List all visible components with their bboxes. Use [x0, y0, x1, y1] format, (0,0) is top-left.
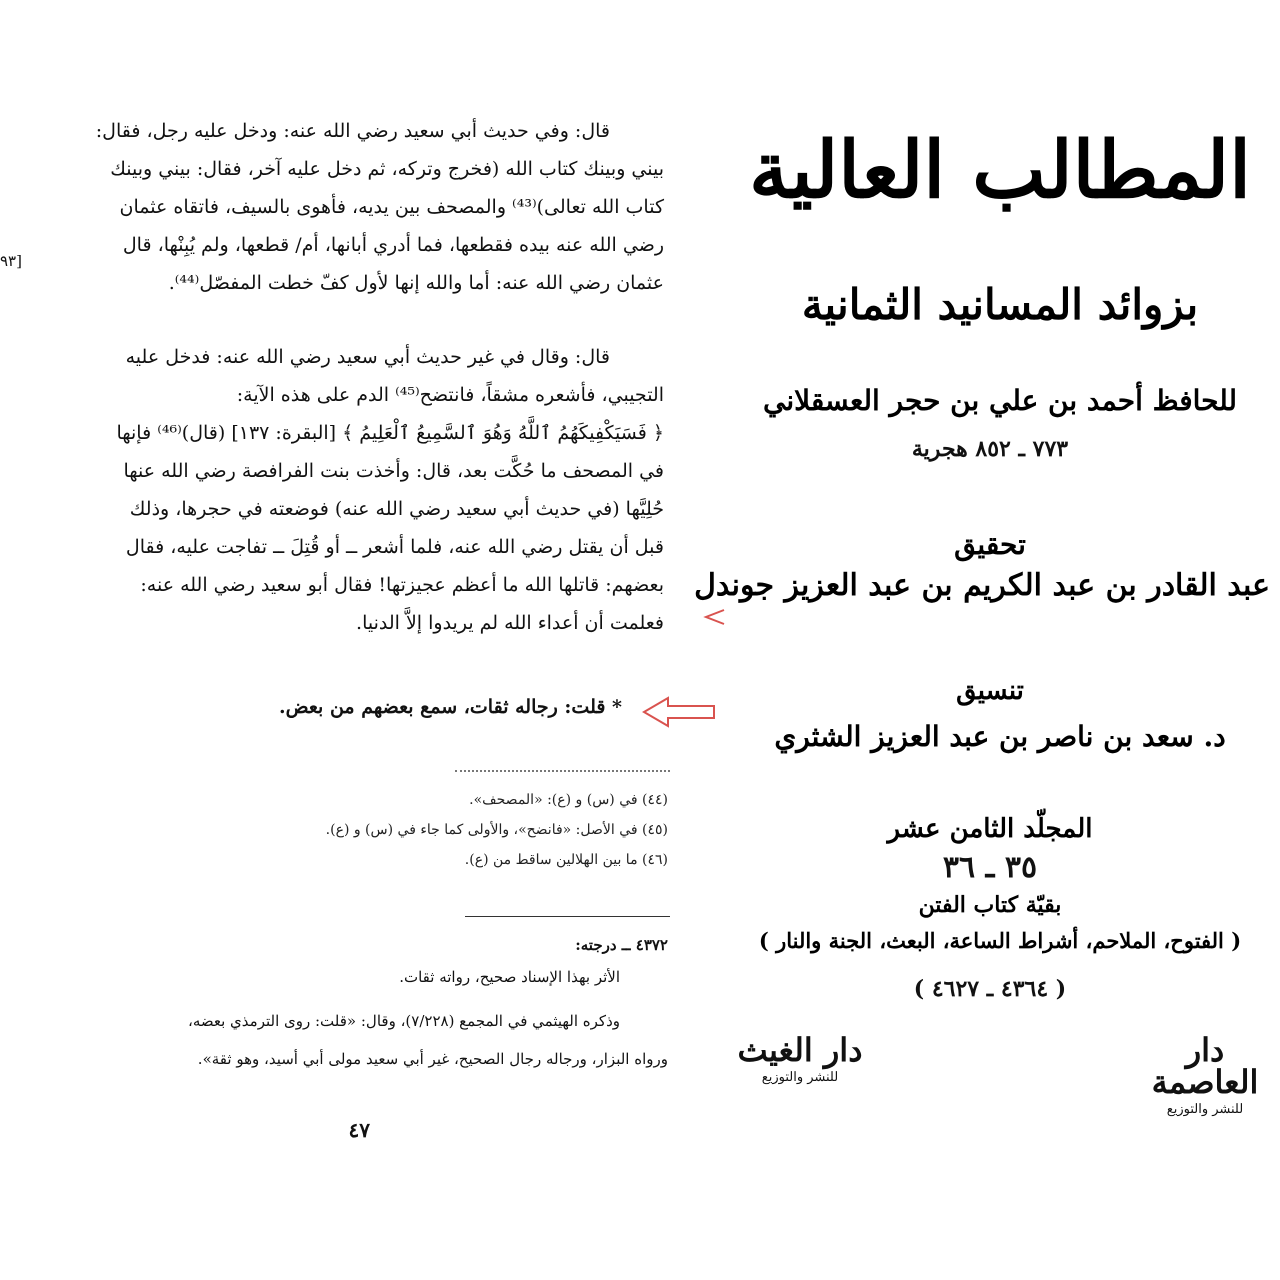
section-rule [465, 916, 670, 917]
remainder-label: بقيّة كتاب الفتن [918, 892, 1062, 918]
publisher-left-sub: للنشر والتوزيع [761, 1070, 839, 1085]
grade-heading: ٤٣٧٢ ــ درجته: [575, 936, 668, 954]
book-subtitle: بزوائد المسانيد الثمانية [801, 280, 1199, 329]
volume-label: المجلّد الثامن عشر [887, 814, 1093, 844]
paragraph2-line-2: التجيبي، فأشعره مشقاً، فانتضح⁽⁴⁵⁾ الدم على هذه الآية: [236, 384, 664, 406]
note-line: * قلت: رجاله ثقات، سمع بعضهم من بعض. [278, 696, 622, 718]
footnote-46: (٤٦) ما بين الهلالين ساقط من (ع). [464, 852, 668, 868]
paragraph1-line-2: بيني وبينك كتاب الله (فخرج وتركه، ثم دخل عليه آخر، فقال: بيني وبينك [110, 158, 664, 180]
paragraph1-line-3: كتاب الله تعالى)⁽⁴³⁾ والمصحف بين يديه، فأهوى بالسيف، فاتقاه عثمان [119, 196, 664, 218]
paragraph1-line-4: رضي الله عنه بيده فقطعها، فما أدري أبانها، أم/ قطعها، ولم يُبِنْها، قال [122, 234, 664, 256]
paragraph2-line-4: في المصحف ما حُكَّت بعد، قال: وأخذت بنت الفرافصة رضي الله عنها [123, 460, 664, 482]
publisher-right-sub: للنشر والتوزيع [1166, 1102, 1244, 1117]
grade-line-2: وذكره الهيثمي في المجمع (٧/٢٢٨)، وقال: «قلت: روى الترمذي بعضه، [187, 1012, 620, 1030]
paragraph2-line-5: حُلِيَّها (في حديث أبي سعيد رضي الله عنه) فوضعته في حجرها، وذلك [129, 498, 664, 520]
volume-numbers: ٣٥ ـ ٣٦ [942, 850, 1038, 885]
paragraph2-line-1: قال: وقال في غير حديث أبي سعيد رضي الله عنه: فدخل عليه [125, 346, 610, 368]
publisher-left-logo [720, 1031, 880, 1085]
paragraph2-line-8: فعلمت أن أعداء الله لم يريدوا إلاَّ الدنيا. [356, 612, 664, 634]
book-title: المطالب العالية [749, 125, 1251, 216]
editor-name: عبد القادر بن عبد الكريم بن عبد العزيز جوندل [694, 568, 1270, 603]
publisher-right-logo [1130, 1031, 1280, 1117]
paragraph1-line-1: قال: وفي حديث أبي سعيد رضي الله عنه: ودخل عليه رجل، فقال: [95, 120, 610, 142]
page-number: ٤٧ [348, 1118, 370, 1142]
footnote-separator [455, 770, 670, 772]
paragraph2-line-3: ﴿ فَسَيَكْفِيكَهُمُ ٱللَّهُ وَهُوَ ٱلسَّمِيعُ ٱلْعَلِيمُ ﴾ [البقرة: ١٣٧] (قال)⁽⁴⁶⁾ فإنها [116, 422, 664, 444]
editing-label: تحقيق [954, 528, 1026, 561]
footnote-44: (٤٤) في (س) و (ع): «المصحف». [469, 792, 668, 808]
publisher-right-name: دار العاصمة [1151, 1031, 1259, 1101]
paragraph2-line-7: بعضهم: قاتلها الله ما أعظم عجيزتها! فقال أبو سعيد رضي الله عنه: [140, 574, 664, 596]
grade-line-1: الأثر بهذا الإسناد صحيح، رواته ثقات. [399, 968, 620, 986]
paragraph2-line-6: قبل أن يقتل رضي الله عنه، فلما أشعر ــ أو قُتِلَ ــ تفاجت عليه، فقال [125, 536, 664, 558]
author-dates: ٧٧٣ ـ ٨٥٢ هجرية [911, 436, 1069, 462]
coordination-label: تنسيق [956, 676, 1024, 706]
grade-line-3: ورواه البزار، ورجاله رجال الصحيح، غير أبي سعيد مولى أبي أسيد، وهو ثقة». [197, 1050, 668, 1068]
cut-off-marker: [٩٣ [0, 252, 22, 270]
publisher-left-name: دار الغيث [737, 1031, 863, 1069]
paragraph1-line-5: عثمان رضي الله عنه: أما والله إنها لأول كفّ خطت المفصّل⁽⁴⁴⁾. [168, 272, 664, 294]
title-page [694, 0, 1280, 1280]
hadith-range: ( ٤٣٦٤ ـ ٤٦٢٧ ) [913, 976, 1067, 1002]
footnote-45: (٤٥) في الأصل: «فانضح»، والأولى كما جاء في (س) و (ع). [325, 822, 668, 838]
chapters-list: ( الفتوح، الملاحم، أشراط الساعة، البعث، الجنة والنار ) [758, 928, 1242, 953]
author-name: للحافظ أحمد بن علي بن حجر العسقلاني [763, 384, 1237, 417]
coordinator-name: د. سعد بن ناصر بن عبد العزيز الشثري [774, 720, 1226, 753]
